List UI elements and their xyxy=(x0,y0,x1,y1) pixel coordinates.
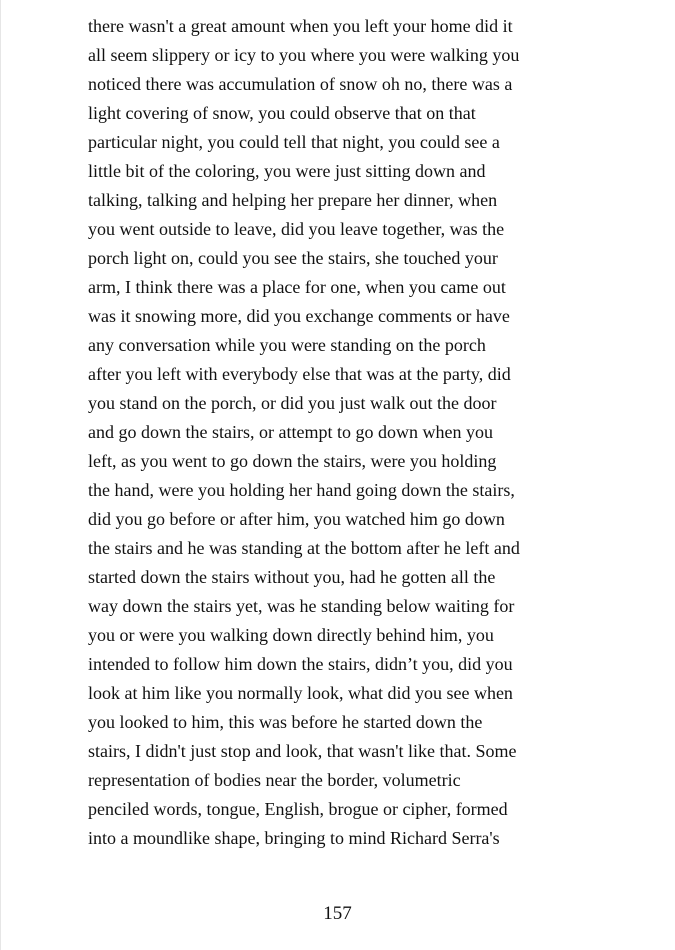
text-line: you went outside to leave, did you leave together, was the xyxy=(88,219,505,239)
text-line: after you left with everybody else that was at the party, did xyxy=(88,364,511,384)
text-line: porch light on, could you see the stairs, she touched your xyxy=(88,248,498,268)
text-line: all seem slippery or icy to you where you were walking you xyxy=(88,45,520,65)
text-line: did you go before or after him, you watched him go down xyxy=(88,509,505,529)
text-line: you looked to him, this was before he started down the xyxy=(88,712,483,732)
text-line: you or were you walking down directly behind him, you xyxy=(88,625,494,645)
text-line: into a moundlike shape, bringing to mind Richard Serra's xyxy=(88,828,500,848)
text-line: particular night, you could tell that night, you could see a xyxy=(88,132,500,152)
text-line: look at him like you normally look, what did you see when xyxy=(88,683,513,703)
text-line: little bit of the coloring, you were just sitting down and xyxy=(88,161,486,181)
text-line: and go down the stairs, or attempt to go down when you xyxy=(88,422,493,442)
text-line: the stairs and he was standing at the bottom after he left and xyxy=(88,538,520,558)
text-line: penciled words, tongue, English, brogue or cipher, formed xyxy=(88,799,508,819)
text-line: intended to follow him down the stairs, didn’t you, did you xyxy=(88,654,513,674)
text-line: talking, talking and helping her prepare her dinner, when xyxy=(88,190,498,210)
text-line: you stand on the porch, or did you just walk out the door xyxy=(88,393,497,413)
text-line: there wasn't a great amount when you left your home did it xyxy=(88,16,513,36)
text-line: started down the stairs without you, had he gotten all the xyxy=(88,567,496,587)
page-number: 157 xyxy=(323,903,352,924)
text-line: was it snowing more, did you exchange comments or have xyxy=(88,306,510,326)
text-line: any conversation while you were standing on the porch xyxy=(88,335,486,355)
text-line: the hand, were you holding her hand going down the stairs, xyxy=(88,480,515,500)
text-line: noticed there was accumulation of snow oh no, there was a xyxy=(88,74,513,94)
body-text xyxy=(88,12,608,853)
text-line: stairs, I didn't just stop and look, that wasn't like that. Some xyxy=(88,741,517,761)
page-edge xyxy=(0,0,1,950)
text-line: way down the stairs yet, was he standing below waiting for xyxy=(88,596,515,616)
text-line: light covering of snow, you could observe that on that xyxy=(88,103,476,123)
text-line: left, as you went to go down the stairs, were you holding xyxy=(88,451,497,471)
text-line: representation of bodies near the border, volumetric xyxy=(88,770,461,790)
text-line: arm, I think there was a place for one, when you came out xyxy=(88,277,506,297)
